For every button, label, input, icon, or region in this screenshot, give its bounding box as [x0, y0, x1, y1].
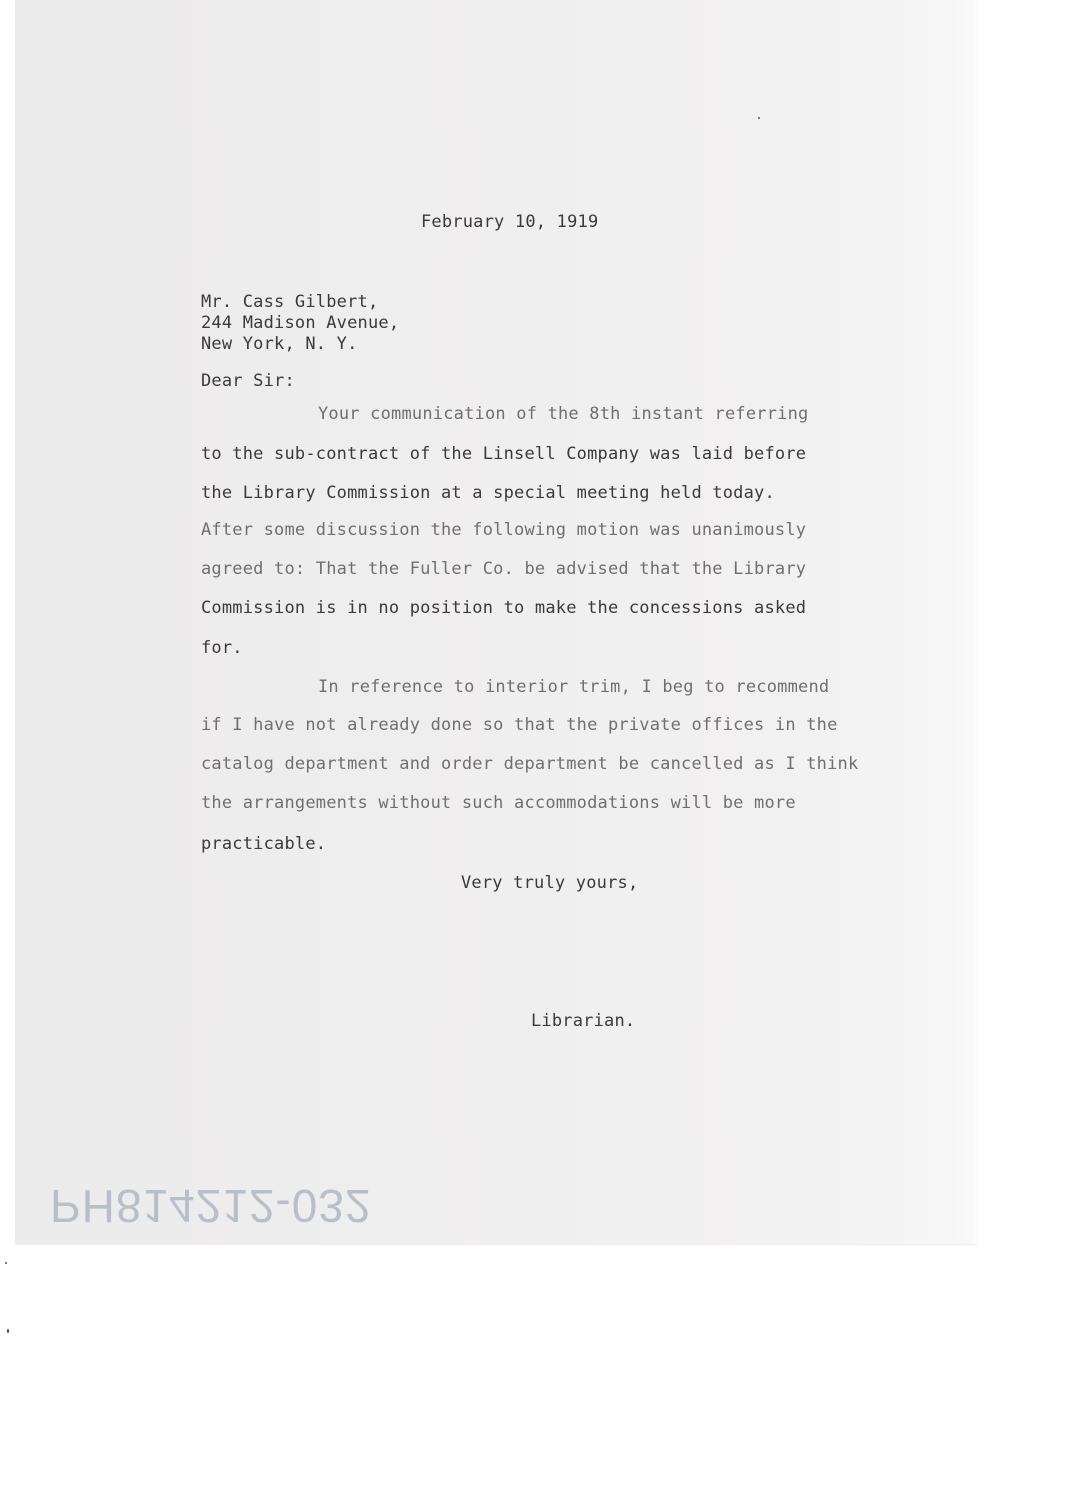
sheet-edge [955, 0, 981, 1244]
paper-speck [758, 117, 760, 119]
letter-date: February 10, 1919 [421, 212, 599, 232]
letter-sheet [15, 0, 977, 1244]
paragraph2-line-2: if I have not already done so that the private offices in the [201, 715, 838, 735]
closing: Very truly yours, [461, 873, 639, 893]
paragraph1-line-3: the Library Commission at a special meeting held today. [201, 483, 775, 503]
paper-speck [7, 1329, 9, 1333]
address-line-1: Mr. Cass Gilbert, [201, 292, 379, 312]
paragraph2-line-3: catalog department and order department be cancelled as I think [201, 754, 859, 774]
paragraph1-line-6: Commission is in no position to make the concessions asked [201, 598, 807, 618]
paragraph2-line-4: the arrangements without such accommodations will be more [201, 793, 796, 813]
address-line-2: 244 Madison Avenue, [201, 313, 400, 333]
paper-speck [5, 1262, 7, 1264]
paragraph2-line-5: practicable. [201, 834, 327, 854]
paragraph1-line-7: for. [201, 638, 243, 658]
salutation: Dear Sir: [201, 371, 295, 391]
address-line-3: New York, N. Y. [201, 334, 358, 354]
archive-stamp: PH814212-032 [50, 1180, 372, 1232]
paragraph1-line-4: After some discussion the following motion was unanimously [201, 520, 807, 540]
paragraph2-line-1: In reference to interior trim, I beg to recommend [318, 677, 830, 697]
paragraph1-line-1: Your communication of the 8th instant referring [318, 404, 809, 424]
paragraph1-line-5: agreed to: That the Fuller Co. be advised that the Library [201, 559, 807, 579]
signature: Librarian. [531, 1011, 636, 1031]
paragraph1-line-2: to the sub-contract of the Linsell Company was laid before [201, 444, 807, 464]
